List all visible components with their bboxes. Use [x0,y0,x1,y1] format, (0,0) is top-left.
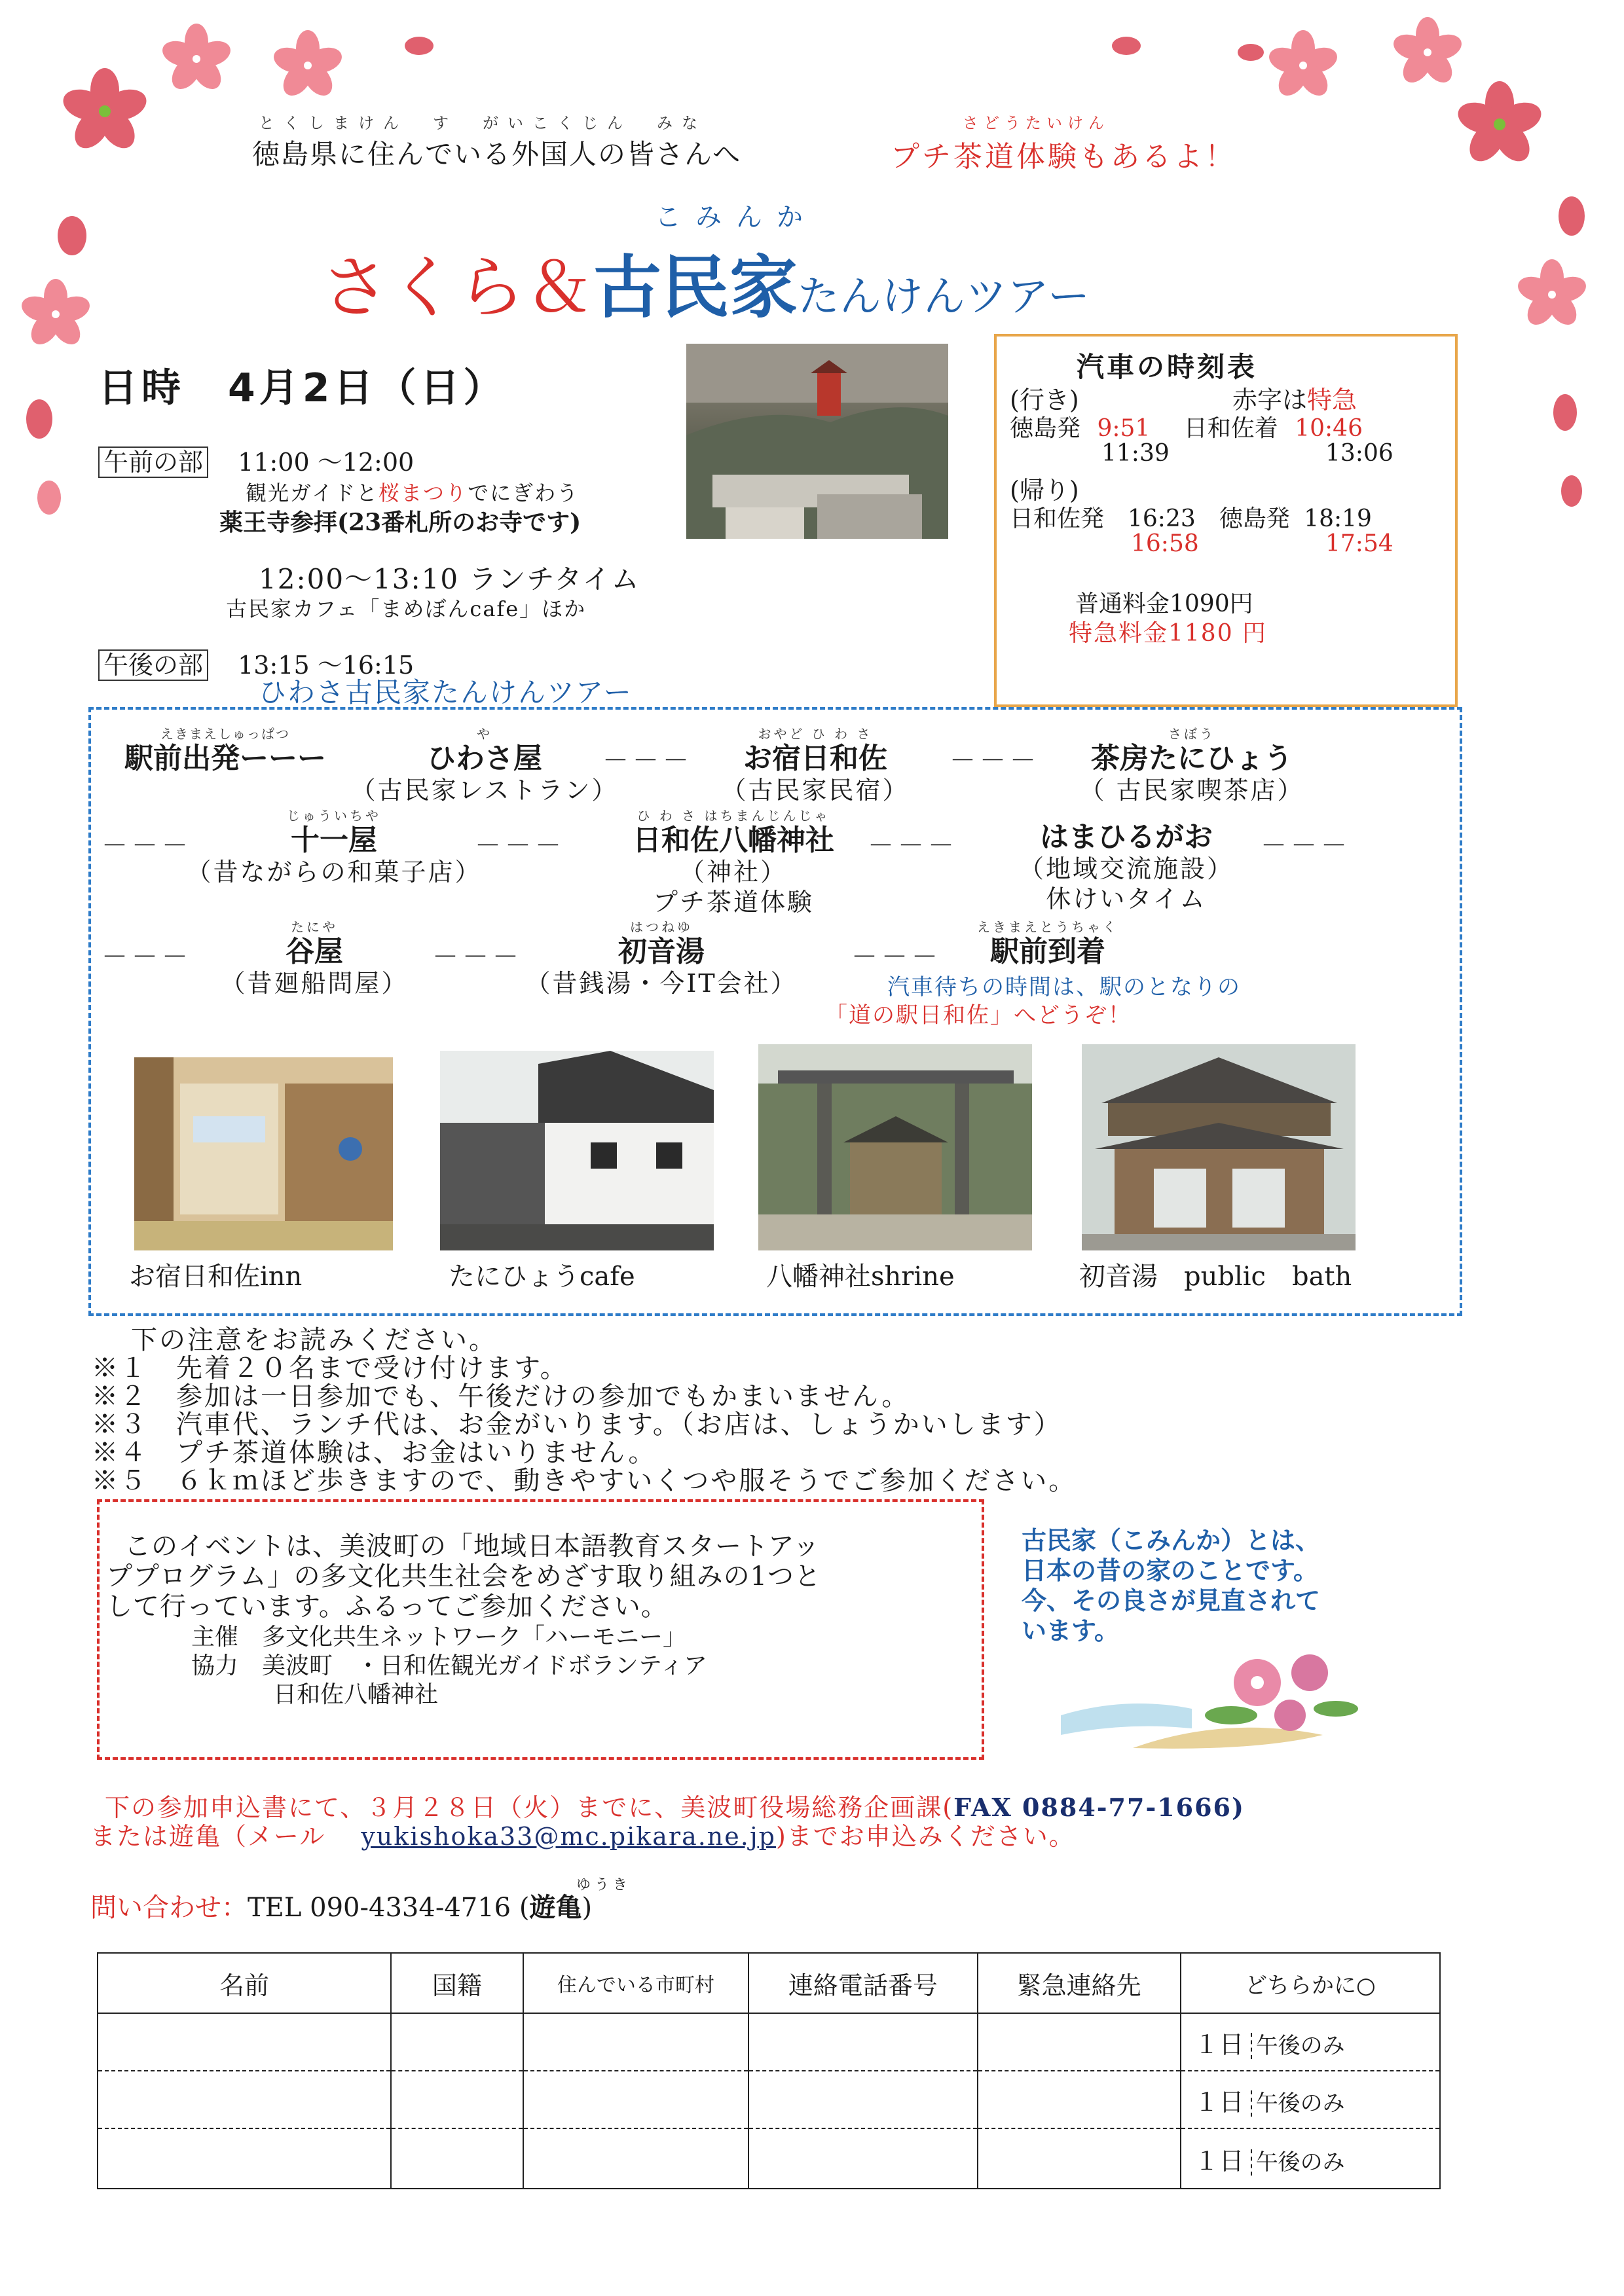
stop9-ruby: はつねゆ [630,919,693,935]
event-line2: ププログラム」の多文化共生社会をめざす取り組みの1つと [106,1561,822,1592]
apply-email-link[interactable]: yukishoka33@mc.pikara.ne.jp [361,1822,776,1851]
stop5-ruby: じゅういちや [287,808,381,824]
option-full-day[interactable]: １日 [1194,2087,1244,2117]
contact-close: ) [581,1893,593,1923]
note-5: ※５ ６ｋｍほど歩きますので、動きやすいくつや服そうでご参加ください。 [92,1466,1077,1496]
storehouse-illustration [440,1051,714,1250]
apply-line2-a: または遊亀（メール [90,1822,326,1851]
note-4: ※４ プチ茶道体験は、お金はいりません。 [92,1438,657,1468]
wait-note2: 「道の駅日和佐」へどうぞ！ [825,1002,1132,1029]
row1-depart: 9:51 [1097,415,1151,442]
go-label: (行き) [1010,386,1079,414]
form-name-cell[interactable] [98,2071,391,2128]
form-phone-cell[interactable] [748,2071,977,2128]
contact-tel: TEL 090-4334-4716 ( [248,1893,530,1923]
route-dash: －－－ [851,942,942,972]
form-header-choice: どちらかに○ [1181,1953,1440,2013]
stop7-desc2: 休けいタイム [1046,884,1207,913]
form-emergency-cell[interactable] [978,2071,1181,2128]
event-line3: して行っています。ふるってご参加ください。 [106,1592,668,1622]
kominka-line1: 古民家（こみんか）とは、 [1022,1526,1321,1555]
option-full-day[interactable]: １日 [1194,2030,1244,2059]
route-dash: －－－ [1261,831,1351,861]
row3-arrive: 18:19 [1304,505,1372,532]
event-line1: このイベントは、美波町の「地域日本語教育スタートアッ [124,1531,820,1561]
inn-interior-illustration [134,1057,393,1250]
afternoon-tour: ひわさ古民家たんけんツアー [259,676,633,708]
afternoon-label: 午後の部 [98,649,208,681]
morning-section [98,442,414,478]
note-2: ※２ 参加は一日参加でも、午後だけの参加でもかまいません。 [92,1381,910,1412]
morning-note1-b: 桜まつり [378,481,468,505]
form-choice-cell[interactable] [1181,2071,1440,2128]
route-dash: －－－ [101,942,192,972]
form-choice-cell[interactable] [1181,2013,1440,2071]
audience-text: 徳島県に住んでいる外国人の皆さんへ [252,138,742,170]
form-phone-cell[interactable] [748,2128,977,2189]
fare-express: 特急料金1180 円 [1069,620,1268,647]
option-full-day[interactable]: １日 [1194,2146,1244,2176]
bathhouse-illustration [1082,1044,1356,1250]
hachiman-shrine-photo [758,1044,1032,1250]
hatsuneyu-photo [1082,1044,1356,1250]
stop7-name: はまひるがお [1040,820,1213,854]
temple-illustration [686,344,948,539]
stop4-ruby: さぼう [1168,726,1215,742]
form-emergency-cell[interactable] [978,2128,1181,2189]
fare-normal: 普通料金1090円 [1075,591,1253,617]
stop8-desc: （昔廻船問屋） [220,969,409,998]
oyado-hiwasa-photo [134,1057,393,1250]
stop-taniya [196,917,432,998]
event-date: 日時 4月2日（日） [98,365,507,411]
stop1-name: 駅前出発ーーー [124,742,326,775]
morning-label: 午前の部 [98,446,208,478]
tanihyo-photo [440,1051,714,1250]
stop-station-departure [124,723,326,775]
stop-oyado-hiwasa [707,723,923,805]
kominka-explanation [1022,1525,1320,1646]
form-nationality-cell[interactable] [391,2071,523,2128]
stop-juichiya [177,805,491,887]
timetable-title: 汽車の時刻表 [1077,351,1258,383]
form-header-city: 住んでいる市町村 [523,1953,748,2013]
stop9-name: 初音湯 [618,935,705,968]
yakuoji-temple-photo [686,344,948,539]
row1-origin: 徳島発 [1010,415,1081,442]
option-afternoon[interactable]: 午後のみ [1251,2090,1345,2117]
stop-hamahirugao [995,805,1257,914]
stop6-ruby: ひ わ さ はちまんじんじゃ [637,808,830,824]
morning-note2: 薬王寺参拝(23番札所のお寺です) [219,509,581,536]
apply-line2 [90,1816,1075,1852]
tea-block [891,110,1236,175]
form-header-row [98,1953,1440,2013]
wait-note1: 汽車待ちの時間は、駅のとなりの [887,974,1241,1000]
stop6-desc: （神社） [679,858,787,886]
stop2-name: ひわさ屋 [427,742,542,775]
audience-block [252,110,741,172]
title-kominka: 古民家 [593,247,798,327]
stop-hiwasaya [334,723,635,805]
event-host: 主催 多文化共生ネットワーク「ハーモニー」 [191,1624,687,1650]
option-afternoon[interactable]: 午後のみ [1251,2149,1345,2176]
stop10-name: 駅前到着 [990,935,1105,968]
stop6-desc2: プチ茶道体験 [652,888,814,917]
shrine-illustration [758,1044,1032,1250]
tea-text: プチ茶道体験もあるよ！ [891,140,1236,173]
form-row [98,2071,1440,2128]
morning-time: 11:00 ～12:00 [238,448,415,477]
audience-ruby: とくしまけん す がいこくじん みな [259,114,707,132]
route-dash: －－－ [432,942,523,972]
morning-note1-a: 観光ガイドと [246,481,379,505]
option-afternoon[interactable]: 午後のみ [1251,2033,1345,2059]
form-city-cell[interactable] [523,2013,748,2071]
stop3-name: お宿日和佐 [743,742,887,775]
form-header-phone: 連絡電話番号 [748,1953,977,2013]
form-header-nationality: 国籍 [391,1953,523,2013]
stop6-name: 日和佐八幡神社 [633,824,834,857]
row1-dest: 日和佐着 [1183,415,1278,442]
photo-caption-bath: 初音湯 public bath [1079,1262,1352,1292]
form-nationality-cell[interactable] [391,2013,523,2071]
form-name-cell[interactable] [98,2013,391,2071]
morning-note1-c: でにぎわう [468,481,580,505]
stop-station-arrival [969,917,1126,968]
apply-fax-number: 0884-77-1666) [1012,1793,1245,1822]
row4-depart: 16:58 [1131,530,1199,557]
stop8-ruby: たにや [291,919,338,935]
return-label: (帰り) [1010,476,1079,505]
timetable-row1 [1010,410,1363,443]
lunch-note: 古民家カフェ「まめぼんcafe」ほか [226,596,587,621]
stop5-desc: （昔ながらの和菓子店） [186,858,482,886]
route-dash: －－－ [101,831,192,861]
title-sakura: さくら＆ [321,247,594,327]
kominka-line3: 今、その良さが見直されて [1022,1586,1321,1615]
flower-illustration [1061,1637,1388,1755]
row2-depart: 11:39 [1101,440,1170,467]
row4-arrive: 17:54 [1325,530,1393,557]
form-header-name: 名前 [98,1953,391,2013]
apply-line1-a: 下の参加申込書にて、３月２８日（火）までに、美波町役場総務企画課( [105,1793,954,1822]
stop8-name: 谷屋 [286,935,343,968]
contact-ruby: ゆうき [576,1877,632,1893]
stop2-desc: （古民家レストラン） [350,776,619,805]
contact-line [90,1887,592,1924]
event-coop1: 協力 美波町 ・日和佐観光ガイドボランティア [191,1652,708,1679]
route-dash: －－－ [475,831,565,861]
contact-label: 問い合わせ： [90,1893,248,1923]
route-dash: －－－ [868,831,958,861]
timetable-row3 [1010,500,1372,534]
form-city-cell[interactable] [523,2071,748,2128]
express-note-b: 特急 [1307,386,1357,414]
stop4-desc: （ 古民家喫茶店） [1079,776,1304,805]
afternoon-time: 13:15 ～16:15 [238,651,415,680]
form-nationality-cell[interactable] [391,2128,523,2189]
route-dash: －－－ [950,746,1040,776]
contact-name: 遊亀 [529,1893,582,1923]
event-info-box [97,1499,984,1760]
photo-caption-shrine: 八幡神社shrine [766,1262,955,1292]
form-phone-cell[interactable] [748,2013,977,2071]
stop3-desc: （古民家民宿） [721,776,910,805]
morning-note1 [246,477,579,507]
note-1: ※１ 先着２０名まで受け付けます。 [92,1353,568,1383]
form-emergency-cell[interactable] [978,2013,1181,2071]
stop9-desc: （昔銭湯・今IT会社） [525,969,798,998]
lunch-time: 12:00～13:10 ランチタイム [259,563,640,595]
stop2-ruby: や [477,726,492,742]
page-title [321,232,1090,331]
form-row [98,2013,1440,2071]
apply-line2-c: )までお申込みください。 [775,1822,1075,1851]
notes-intro: 下の注意をお読みください。 [131,1325,497,1355]
stop5-name: 十一屋 [291,824,377,857]
note-3: ※３ 汽車代、ランチ代は、お金がいります。（お店は、しょうかいします） [92,1410,1062,1440]
photo-caption-cafe: たにひょうcafe [449,1262,635,1292]
row1-arrive: 10:46 [1295,415,1363,442]
stop1-ruby: えきまえしゅっぱつ [160,726,290,742]
timetable-box [994,334,1458,707]
stop-sabo-tanihyo [1061,723,1323,805]
stop10-ruby: えきまえとうちゃく [977,919,1118,935]
kominka-line4: います。 [1022,1616,1119,1645]
event-coop2: 日和佐八幡神社 [273,1681,439,1708]
apply-fax-label: FAX [953,1793,1012,1822]
row3-text: 日和佐発 16:23 徳島発 [1010,505,1290,532]
application-form-table [97,1952,1441,2189]
stop4-name: 茶房たにひょう [1091,742,1293,775]
form-row [98,2128,1440,2189]
stop3-ruby: おやど ひ わ さ [758,726,873,742]
stop7-desc: （地域交流施設） [1018,854,1234,883]
form-city-cell[interactable] [523,2128,748,2189]
express-note-a: 赤字は [1232,386,1308,414]
form-name-cell[interactable] [98,2128,391,2189]
tea-ruby: さどうたいけん [963,114,1109,132]
route-dash: －－－ [602,746,693,776]
photo-caption-inn: お宿日和佐inn [129,1262,303,1292]
stop-hatsuneyu [511,917,812,998]
form-choice-cell[interactable] [1181,2128,1440,2189]
title-ruby: こみんか [655,202,817,232]
form-header-emergency: 緊急連絡先 [978,1953,1181,2013]
title-tanken: たんけんツアー [798,273,1090,321]
stop-hiwasa-hachiman-shrine [589,805,877,917]
row2-arrive: 13:06 [1325,440,1393,467]
kominka-line2: 日本の昔の家のことです。 [1022,1556,1318,1585]
